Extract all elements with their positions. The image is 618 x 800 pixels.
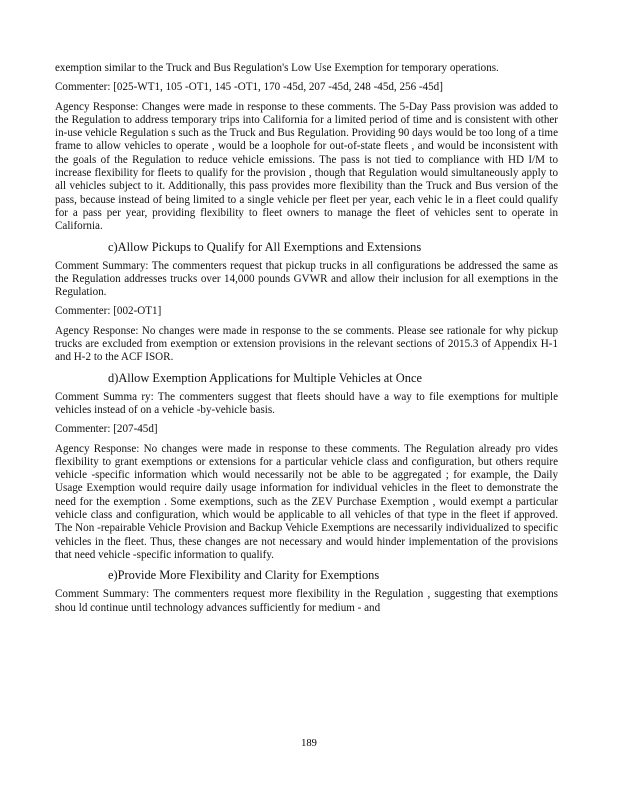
section-heading-c: c)Allow Pickups to Qualify for All Exemptions and Extensions	[108, 239, 422, 254]
paragraph-exemption-continued: exemption similar to the Truck and Bus Regulation's Low Use Exemption for temporary operations.	[55, 62, 499, 74]
comment-summary-flexibility: Comment Summary: The commenters request more flexibility in the Regulation , suggesting that exemptions shou ld continue until technology advances sufficiently for medium - and	[55, 588, 558, 614]
comment-summary-multiple-vehicles: Comment Summa ry: The commenters suggest that fleets should have a way to file exemptions for multiple vehicles instead of on a vehicle -by-vehicle basis.	[55, 390, 558, 416]
agency-response-pickups: Agency Response: No changes were made in response to the se comments. Please see rationale for why pickup trucks are excluded from exemption or extension provisions in the relevant sections of 2015.3 of Appendix H-1 and H-2 to the ACF ISOR.	[55, 324, 558, 364]
commenter-list: Commenter: [002-OT1]	[55, 305, 162, 318]
commenter-list: Commenter: [207-45d]	[55, 423, 158, 436]
comment-summary-pickups: Comment Summary: The commenters request that pickup trucks in all configurations be addressed the same as the Regulation addresses trucks over 14,000 pounds GVWR and allow their inclusion for all exemptions in the Regulation.	[55, 259, 558, 299]
agency-response-5day-pass: Agency Response: Changes were made in response to these comments. The 5-Day Pass provision was added to the Regulation to address temporary trips into California for a limited period of time and is consistent with other in-use vehicle Regulation s such as the Truck and Bus Regulation. Providing 90 days would be too long of a time frame to allow vehicles to operate , would be a loophole for out-of-state fleets , and would be inconsistent with the goals of the Regulation to reduce vehicle emissions. The pass is not tied to compliance with HD I/M to increase flexibility for fleets to qualify for the provision , though that Regulation would simultaneously apply to all vehicles subject to it. Additionally, this pass provides more flexibility than the Truck and Bus version of the pass, because instead of being limited to a single vehicle per fleet per year, each vehic le in a fleet could qualify for a pass per year, providing flexibility to fleet owners to manage the fleet of vehicles sent to operate in California.	[55, 100, 558, 233]
section-heading-e: e)Provide More Flexibility and Clarity for Exemptions	[108, 568, 380, 583]
agency-response-multiple-vehicles: Agency Response: No changes were made in response to these comments. The Regulation already pro vides flexibility to grant exemptions or extensions for a particular vehicle class and configuration, but others require vehicle -specific information which would necessarily not be able to be aggregated ; for example, the Daily Usage Exemption would require daily usage information for individual vehicles in the fleet to demonstrate the need for the exemption . Some exemptions, such as the ZEV Purchase Exemption , would exempt a particular vehicle class and configuration, which would be applicable to all vehicles of that type in the fleet if approved. The Non -repairable Vehicle Provision and Backup Vehicle Exemptions are necessarily individualized to specific vehicles in the fleet. Thus, these changes are not necessary and would hinder implementation of the provisions that need vehicle -specific information to qualify.	[55, 442, 558, 561]
page-number: 189	[301, 738, 317, 749]
commenter-list: Commenter: [025-WT1, 105 -OT1, 145 -OT1, 170 -45d, 207 -45d, 248 -45d, 256 -45d]	[55, 81, 443, 94]
section-heading-d: d)Allow Exemption Applications for Multiple Vehicles at Once	[108, 370, 422, 385]
